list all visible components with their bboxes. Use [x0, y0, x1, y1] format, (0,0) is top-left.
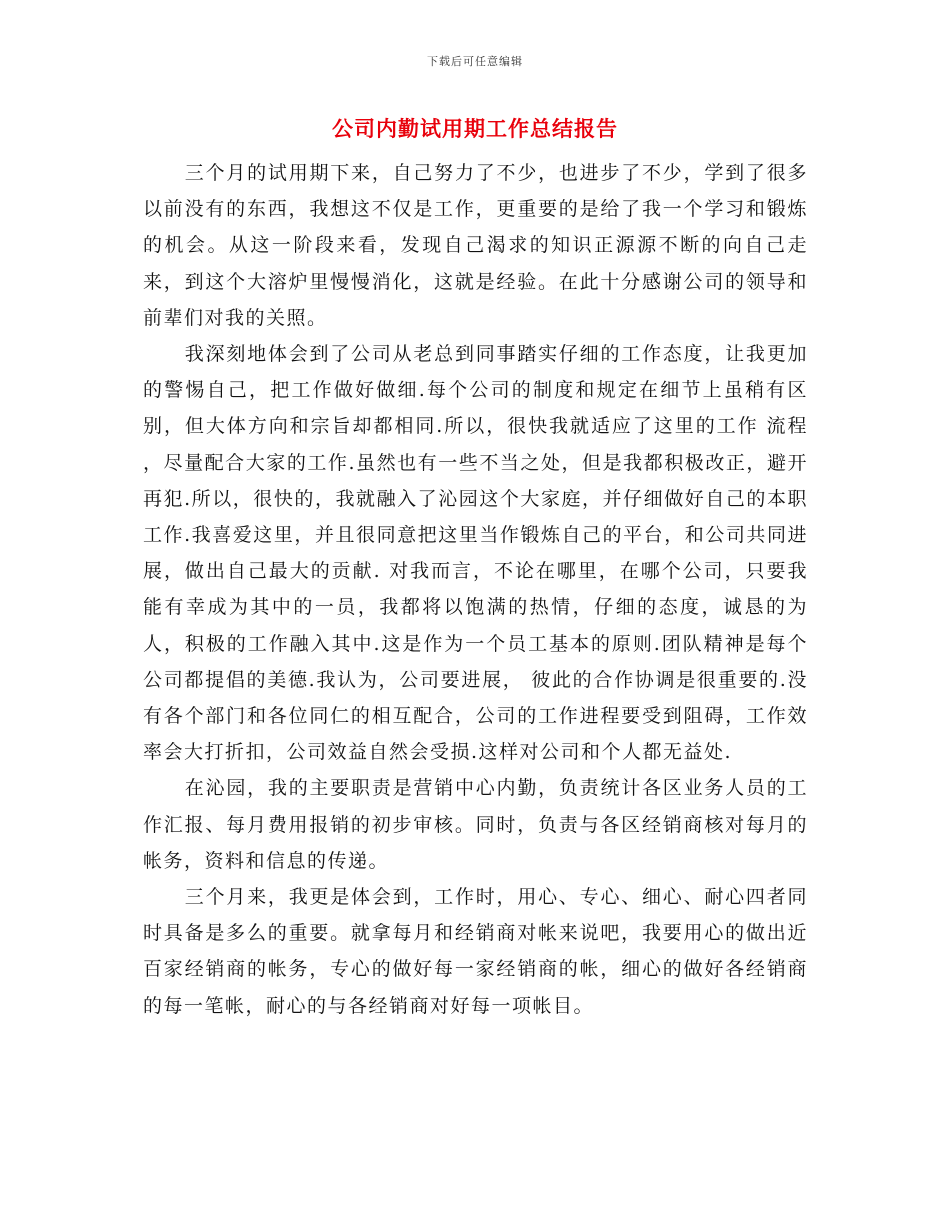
- paragraph: 我深刻地体会到了公司从老总到同事踏实仔细的工作态度，让我更加的警惕自己，把工作做好做细.每个公司的制度和规定在细节上虽稍有区别，但大体方向和宗旨却都相同.所以，很快我就适应了这里的工作 流程 ，尽量配合大家的工作.虽然也有一些不当之处，但是我都积极改正，避开再犯.所以，很快的，我就融入了沁园这个大家庭，并仔细做好自己的本职工作.我喜爱这里，并且很同意把这里当作锻炼自己的平台，和公司共同进展，做出自己最大的贡献. 对我而言，不论在哪里，在哪个公司，只要我能有幸成为其中的一员，我都将以饱满的热情，仔细的态度，诚恳的为人，积极的工作融入其中.这是作为一个员工基本的原则.团队精神是每个公司都提倡的美德.我认为，公司要进展， 彼此的合作协调是很重要的.没有各个部门和各位同仁的相互配合，公司的工作进程要受到阻碍，工作效率会大打折扣，公司效益自然会受损.这样对公司和个人都无益处.: [143, 343, 808, 764]
- document-body: [143, 155, 808, 1024]
- paragraph: 三个月来，我更是体会到，工作时，用心、专心、细心、耐心四者同时具备是多么的重要。就拿每月和经销商对帐来说吧，我要用心的做出近百家经销商的帐务，专心的做好每一家经销商的帐，细心的做好各经销商的每一笔帐，耐心的与各经销商对好每一项帐目。: [143, 886, 808, 1017]
- document-title: 公司内勤试用期工作总结报告: [332, 117, 618, 141]
- paragraph: 在沁园，我的主要职责是营销中心内勤，负责统计各区业务人员的工作汇报、每月费用报销的初步审核。同时，负责与各区经销商核对每月的帐务，资料和信息的传递。: [143, 777, 808, 872]
- header-note: 下载后可任意编辑: [427, 55, 523, 68]
- paragraph: 三个月的试用期下来，自己努力了不少，也进步了不少，学到了很多以前没有的东西，我想这不仅是工作，更重要的是给了我一个学习和锻炼的机会。从这一阶段来看，发现自己渴求的知识正源源不断的向自己走来，到这个大溶炉里慢慢消化，这就是经验。在此十分感谢公司的领导和前辈们对我的关照。: [143, 162, 808, 329]
